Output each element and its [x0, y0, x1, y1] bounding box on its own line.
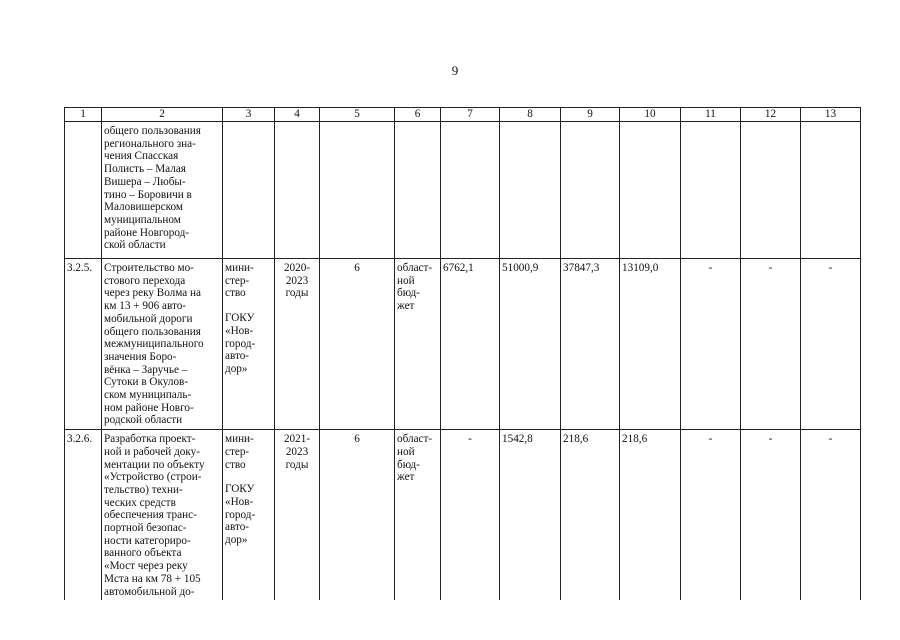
funding-source-text: област- ной бюд- жет	[397, 433, 433, 484]
activity-name-text: Разработка проект- ной и рабочей доку- ментации по объекту «Устройство (строи- тельство) техни- ческих средств обеспечения транс- портной безопас- ности категориро- ванного объекта «Мост через реку Мста на км 78 + 105 автомобильной до-	[104, 433, 205, 598]
column-header: 8	[500, 108, 561, 122]
amount-cell: -	[741, 259, 801, 430]
column-header: 5	[320, 108, 395, 122]
column-header: 1	[65, 108, 102, 122]
item-number: 3.2.6.	[65, 430, 102, 601]
column-header: 12	[741, 108, 801, 122]
column-header: 13	[801, 108, 861, 122]
column-header: 3	[223, 108, 275, 122]
column-header: 9	[561, 108, 620, 122]
table-row	[65, 430, 861, 601]
program-activities-table	[64, 107, 861, 600]
funding-source	[395, 122, 441, 259]
amount-cell	[741, 122, 801, 259]
period-text: 2020- 2023 годы	[283, 262, 311, 300]
activity-name	[102, 122, 223, 259]
amount-cell: 13109,0	[620, 259, 681, 430]
amount-cell: -	[801, 430, 861, 601]
executor-goku: ГОКУ «Нов- город- авто- дор»	[225, 483, 256, 547]
column-header: 4	[275, 108, 320, 122]
period	[275, 122, 320, 259]
amount-cell: 1542,8	[500, 430, 561, 601]
amount-cell: 51000,9	[500, 259, 561, 430]
executor	[223, 430, 275, 601]
column-header: 11	[681, 108, 741, 122]
amount-cell	[681, 122, 741, 259]
amount-cell: 218,6	[620, 430, 681, 601]
amount-cell: 218,6	[561, 430, 620, 601]
executor-ministry: мини- стер- ство	[225, 262, 254, 300]
funding-source	[395, 259, 441, 430]
executor-ministry: мини- стер- ство	[225, 433, 254, 471]
amount-cell	[561, 122, 620, 259]
amount-cell: -	[801, 259, 861, 430]
item-number: 3.2.5.	[65, 259, 102, 430]
activity-name-text: Строительство мо- стового перехода через реку Волма на км 13 + 906 авто- мобильной дороги общего пользования межмуниципального значения Боро- вёнка – Заручье – Сутоки в Окулов- ском муниципаль- ном районе Новго- родской области	[104, 262, 204, 427]
column-header: 7	[441, 108, 500, 122]
funding-source-text: област- ной бюд- жет	[397, 262, 433, 313]
funding-source	[395, 430, 441, 601]
amount-cell	[620, 122, 681, 259]
executor-goku: ГОКУ «Нов- город- авто- дор»	[225, 312, 256, 375]
goal-indicator: 6	[320, 259, 395, 430]
amount-cell	[500, 122, 561, 259]
period-text: 2021- 2023 годы	[283, 433, 311, 471]
column-header: 2	[102, 108, 223, 122]
amount-cell	[441, 122, 500, 259]
column-number-row	[65, 108, 861, 122]
activity-name	[102, 430, 223, 601]
goal-indicator	[320, 122, 395, 259]
period	[275, 259, 320, 430]
amount-cell: -	[681, 430, 741, 601]
activity-name-text: общего пользования регионального зна- чения Спасская Полисть – Малая Вишера – Любы- тино – Боровичи в Маловишерском муниципальном районе Новгород- ской области	[104, 125, 201, 252]
amount-cell: -	[741, 430, 801, 601]
executor	[223, 259, 275, 430]
amount-cell: -	[681, 259, 741, 430]
amount-cell: 6762,1	[441, 259, 500, 430]
page-number: 9	[451, 63, 459, 78]
amount-cell: 37847,3	[561, 259, 620, 430]
column-header: 10	[620, 108, 681, 122]
amount-cell: -	[441, 430, 500, 601]
amount-cell	[801, 122, 861, 259]
period	[275, 430, 320, 601]
table-row	[65, 259, 861, 430]
item-number	[65, 122, 102, 259]
activity-name	[102, 259, 223, 430]
column-header: 6	[395, 108, 441, 122]
executor	[223, 122, 275, 259]
table-row	[65, 122, 861, 259]
goal-indicator: 6	[320, 430, 395, 601]
